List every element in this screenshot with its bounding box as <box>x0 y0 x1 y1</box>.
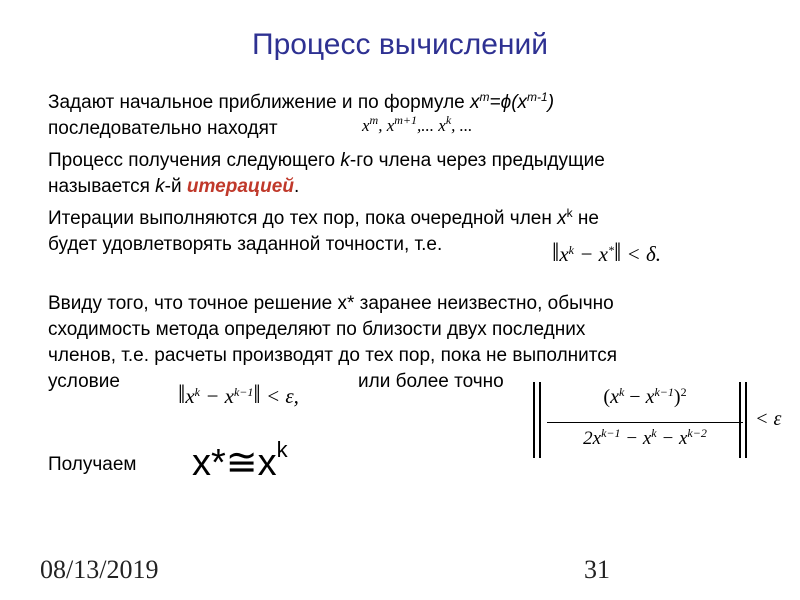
more-precise-label: или более точно <box>358 371 504 392</box>
convergence-formula: $‖x^k$ − $x^{k-1}‖ < \varepsilon$, <box>178 380 299 409</box>
sequence-formula: $x^m$, $x^{m+1}$,... $x^k$, ... <box>362 113 473 135</box>
bullet-2: Процесс получения следующего k-го члена через предыдущие называется k-й итерацией. <box>48 150 605 197</box>
result-formula: $x*≅x^k$ <box>192 437 288 484</box>
bullet-1-text: Задают начальное приближение и по формуле <box>48 92 471 113</box>
precision-formula: $‖x^k$ − x*‖ < δ. <box>552 238 661 267</box>
slide-title: Процесс вычислений <box>252 28 548 61</box>
bullet-4: Ввиду того, что точное решение x* заранее неизвестно, обычно сходимость метода определяют по близости двух последних членов, т.е. расчеты производят до тех пор, пока не выполнится условие <box>48 293 618 392</box>
bullet-3: Итерации выполняются до тех пор, пока очередной член $x^k$ не будет удовлетворять заданной точности, т.е. <box>48 206 599 255</box>
bullet-5: Получаем <box>48 454 137 475</box>
page-number: 31 <box>584 555 610 584</box>
bullet-1-line2: последовательно находят <box>48 118 278 139</box>
iteration-term: итерацией <box>186 176 294 197</box>
bullet-1: Задают начальное приближение и по формуле $x^m=\phi(x^{m-1})$ последовательно находят <box>48 90 555 139</box>
aitken-formula: $(x^k - x^{k-1})^2$ $2x^{k-1} - x^k - x^{k-2}$ < ε <box>533 382 783 462</box>
footer-date: 08/13/2019 <box>40 555 159 584</box>
